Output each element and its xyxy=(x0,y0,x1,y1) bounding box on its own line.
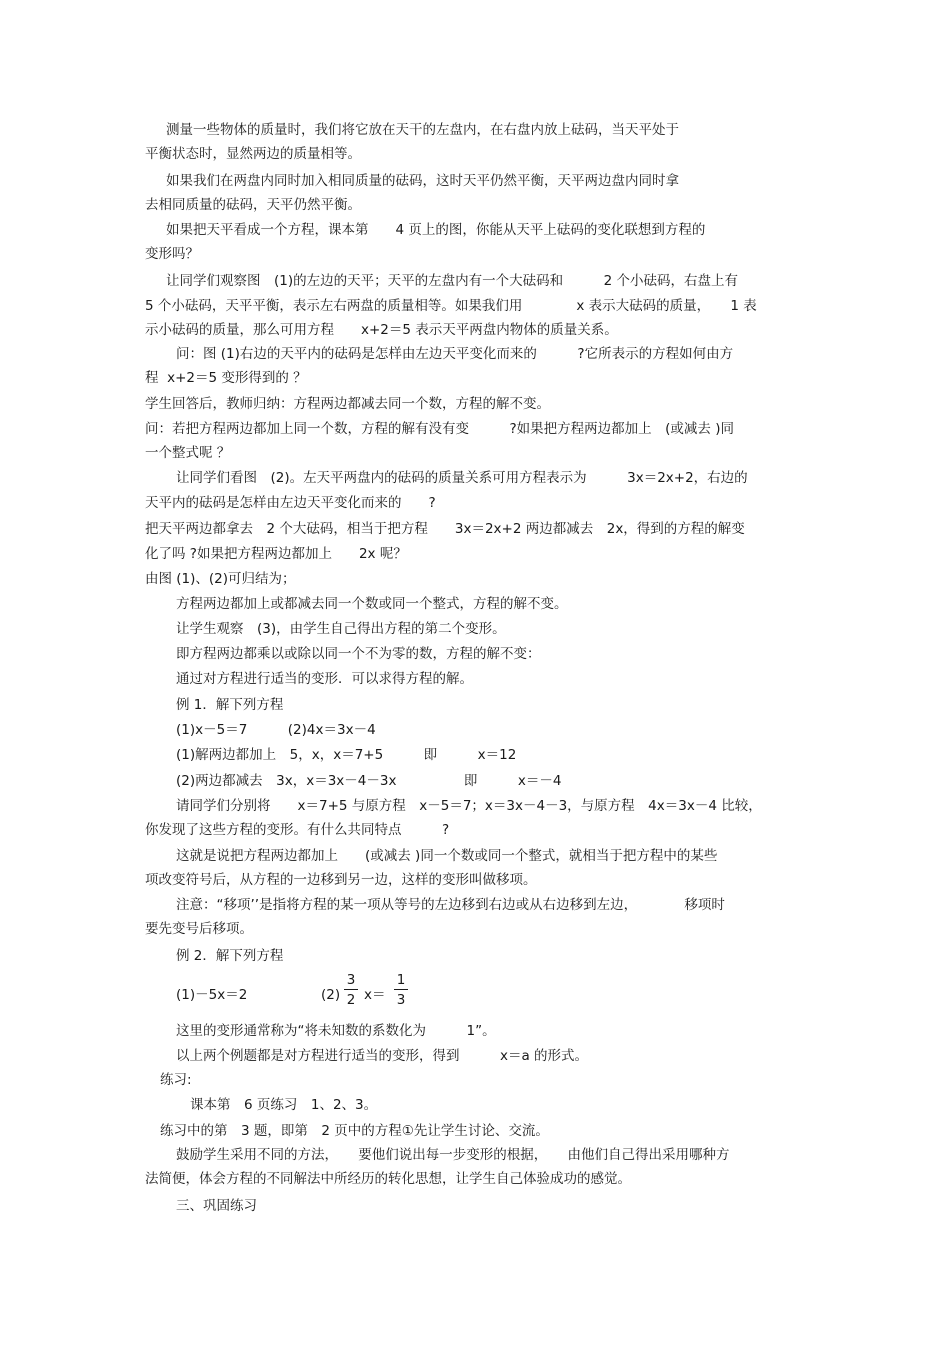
text-line: 程 x+2＝5 变形得到的 ？ xyxy=(145,370,307,386)
equation-1: (1)－5x＝2 xyxy=(176,987,248,1003)
text-line: 问：图 (1)右边的天平内的砝码是怎样由左边天平变化而来的 ?它所表示的方程如何由方 xyxy=(176,346,734,362)
section-heading: 三、巩固练习 xyxy=(176,1198,257,1214)
text-line: 让同学们观察图 (1)的左边的天平；天平的左盘内有一个大砝码和 2 个小砝码，右盘上有 xyxy=(166,273,739,289)
text-line: 课本第 6 页练习 1、2、3。 xyxy=(190,1097,378,1113)
text-line: (2)两边都减去 3x，x＝3x－4－3x 即 x＝－4 xyxy=(176,773,562,789)
text-line: 例 1．解下列方程 xyxy=(176,697,284,713)
fraction-bar xyxy=(344,989,358,990)
text-line: 以上两个例题都是对方程进行适当的变形，得到 x＝a 的形式。 xyxy=(176,1048,589,1064)
text-line: 如果我们在两盘内同时加入相同质量的砝码，这时天平仍然平衡，天平两边盘内同时拿 xyxy=(166,173,679,189)
fraction-denominator: 3 xyxy=(396,992,406,1008)
text-line: 一个整式呢 ？ xyxy=(145,445,231,461)
text-line: 你发现了这些方程的变形。有什么共同特点 ? xyxy=(145,822,450,838)
text-line: 鼓励学生采用不同的方法， 要他们说出每一步变形的根据， 由他们自己得出采用哪种方 xyxy=(176,1147,730,1163)
text-line: (1)解两边都加上 5，x，x＝7+5 即 x＝12 xyxy=(176,747,517,763)
text-line: 注意：“移项’’是指将方程的某一项从等号的左边移到右边或从右边移到左边， 移项时 xyxy=(176,897,725,913)
text-line: 通过对方程进行适当的变形．可以求得方程的解。 xyxy=(176,671,473,687)
text-line: 把天平两边都拿去 2 个大砝码，相当于把方程 3x＝2x+2 两边都减去 2x，得到的方程的解变 xyxy=(145,521,745,537)
text-line: 要先变号后移项。 xyxy=(145,921,253,937)
text-line: 这里的变形通常称为“将未知数的系数化为 1”。 xyxy=(176,1023,496,1039)
fraction-numerator: 1 xyxy=(396,972,406,988)
text-line: 例 2．解下列方程 xyxy=(176,948,284,964)
text-line: 天平内的砝码是怎样由左边天平变化而来的 ? xyxy=(145,495,436,511)
text-line: 去相同质量的砝码，天平仍然平衡。 xyxy=(145,197,361,213)
text-line: 请同学们分别将 x＝7+5 与原方程 x－5＝7；x＝3x－4－3，与原方程 4x＝3x－4 比较， xyxy=(176,798,762,814)
text-line: 法简便，体会方程的不同解法中所经历的转化思想，让学生自己体验成功的感觉。 xyxy=(145,1171,631,1187)
text-line: 让同学们看图 (2)。左天平两盘内的砝码的质量关系可用方程表示为 3x＝2x+2，右边的 xyxy=(176,470,748,486)
fraction-denominator: 2 xyxy=(346,992,356,1008)
text-line: 方程两边都加上或都减去同一个数或同一个整式，方程的解不变。 xyxy=(176,596,568,612)
text-line: 让学生观察 (3)，由学生自己得出方程的第二个变形。 xyxy=(176,621,506,637)
fraction-one-third xyxy=(394,972,408,1008)
equation-2-middle: x＝ xyxy=(364,987,386,1003)
fraction-bar xyxy=(394,989,408,990)
text-line: 这就是说把方程两边都加上 (或减去 )同一个数或同一个整式，就相当于把方程中的某些 xyxy=(176,848,718,864)
text-line: 如果把天平看成一个方程，课本第 4 页上的图，你能从天平上砝码的变化联想到方程的 xyxy=(166,222,706,238)
text-line: 练习中的第 3 题，即第 2 页中的方程①先让学生讨论、交流。 xyxy=(160,1123,549,1139)
text-line: 练习: xyxy=(160,1072,192,1088)
text-line: 项改变符号后，从方程的一边移到另一边，这样的变形叫做移项。 xyxy=(145,872,537,888)
text-line: 测量一些物体的质量时，我们将它放在天干的左盘内，在右盘内放上砝码，当天平处于 xyxy=(166,122,679,138)
text-line: 5 个小砝码，天平平衡，表示左右两盘的质量相等。如果我们用 x 表示大砝码的质量， 1 表 xyxy=(145,298,757,314)
text-line: 由图 (1)、(2)可归结为； xyxy=(145,571,296,587)
text-line: (1)x－5＝7 (2)4x＝3x－4 xyxy=(176,722,376,738)
equation-2-label: (2) xyxy=(321,987,341,1003)
text-line: 示小砝码的质量，那么可用方程 x+2＝5 表示天平两盘内物体的质量关系。 xyxy=(145,322,618,338)
fraction-three-halves xyxy=(344,972,358,1008)
fraction-numerator: 3 xyxy=(346,972,356,988)
text-line: 化了吗 ?如果把方程两边都加上 2x 呢？ xyxy=(145,546,407,562)
text-line: 即方程两边都乘以或除以同一个不为零的数，方程的解不变： xyxy=(176,646,541,662)
text-line: 学生回答后，教师归纳：方程两边都减去同一个数，方程的解不变。 xyxy=(145,396,550,412)
text-line: 问：若把方程两边都加上同一个数，方程的解有没有变 ?如果把方程两边都加上 (或减去 )同 xyxy=(145,421,734,437)
text-line: 平衡状态时，显然两边的质量相等。 xyxy=(145,146,361,162)
text-line: 变形吗？ xyxy=(145,246,199,262)
